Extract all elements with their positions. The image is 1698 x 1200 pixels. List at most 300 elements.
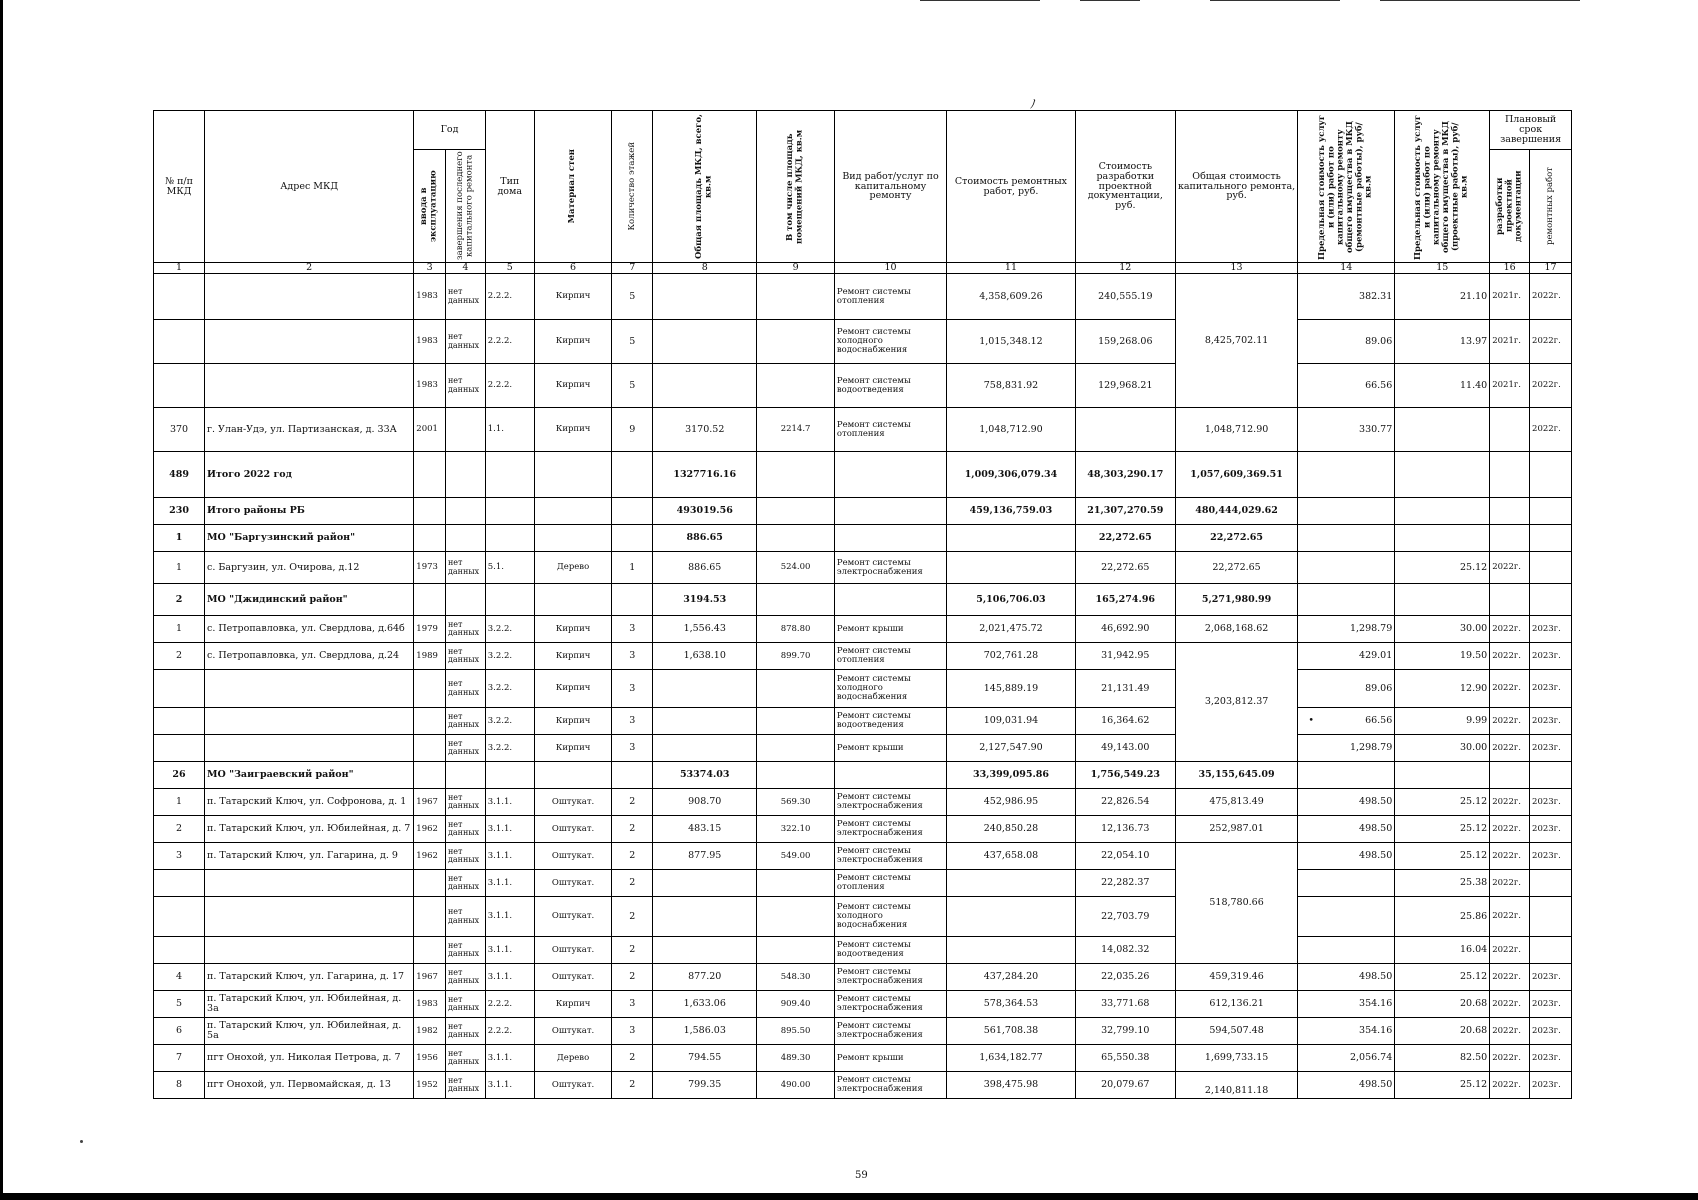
cell-design-cost: 21,131.49: [1075, 670, 1175, 708]
cell-repair-cost: 452,986.95: [947, 789, 1076, 816]
cell-wall-material: Оштукат.: [534, 1018, 612, 1045]
cell-limit-design: 82.50: [1395, 1045, 1490, 1072]
cell-premises-area: 322.10: [757, 816, 835, 843]
header-premises-area: В том числе площадь помещений МКД, кв.м: [757, 111, 835, 263]
cell-total-area: 877.95: [653, 843, 757, 870]
cell-design-cost: 65,550.38: [1075, 1045, 1175, 1072]
cell-repair-cost: 561,708.38: [947, 1018, 1076, 1045]
cell-term-repair: [1530, 937, 1572, 964]
column-number: 4: [445, 263, 485, 274]
cell-number: [154, 937, 205, 964]
cell-term-repair: 2022г.: [1530, 274, 1572, 320]
cell-total-area: [653, 897, 757, 937]
cell-limit-design: 20.68: [1395, 991, 1490, 1018]
cell-wall-material: [534, 762, 612, 789]
cell-last-repair-year: нет данных: [445, 643, 485, 670]
cell-last-repair-year: нет данных: [445, 552, 485, 584]
table-row: [154, 843, 1572, 870]
cell-commission-year: [414, 525, 446, 552]
cell-wall-material: Оштукат.: [534, 870, 612, 897]
cell-work-type: Ремонт системы электроснабжения: [834, 964, 946, 991]
column-number: 1: [154, 263, 205, 274]
cell-last-repair-year: нет данных: [445, 937, 485, 964]
cell-work-type: Ремонт крыши: [834, 1045, 946, 1072]
cell-term-repair: 2023г.: [1530, 964, 1572, 991]
cell-total-area: [653, 364, 757, 408]
cell-floors: 2: [612, 897, 653, 937]
cell-design-cost: 49,143.00: [1075, 735, 1175, 762]
cell-design-cost: 12,136.73: [1075, 816, 1175, 843]
cell-number: 1: [154, 789, 205, 816]
cell-work-type: Ремонт системы отопления: [834, 643, 946, 670]
cell-last-repair-year: нет данных: [445, 964, 485, 991]
cell-wall-material: Оштукат.: [534, 937, 612, 964]
cell-work-type: [834, 584, 946, 616]
cell-total-area: 1,556.43: [653, 616, 757, 643]
cell-total-area: 1,586.03: [653, 1018, 757, 1045]
cell-commission-year: 1983: [414, 364, 446, 408]
cell-total-area: 53374.03: [653, 762, 757, 789]
cell-address: [205, 870, 414, 897]
cell-limit-design: 20.68: [1395, 1018, 1490, 1045]
table-row: [154, 735, 1572, 762]
cell-wall-material: [534, 452, 612, 498]
cell-limit-repair: 66.56: [1298, 364, 1395, 408]
cell-address: [205, 364, 414, 408]
column-number: 6: [534, 263, 612, 274]
cell-premises-area: 548.30: [757, 964, 835, 991]
cell-address: с. Баргузин, ул. Очирова, д.12: [205, 552, 414, 584]
header-wall-material: Материал стен: [534, 111, 612, 263]
cell-design-cost: 32,799.10: [1075, 1018, 1175, 1045]
scan-dot: [80, 1140, 83, 1143]
cell-term-design: 2022г.: [1490, 789, 1530, 816]
cell-house-type: 3.1.1.: [485, 897, 534, 937]
column-number: 13: [1175, 263, 1298, 274]
table-row: [154, 1072, 1572, 1099]
cell-term-repair: [1530, 498, 1572, 525]
cell-wall-material: Оштукат.: [534, 816, 612, 843]
cell-premises-area: [757, 897, 835, 937]
cell-commission-year: 1952: [414, 1072, 446, 1099]
cell-limit-repair: 498.50: [1298, 1072, 1395, 1099]
cell-term-repair: 2023г.: [1530, 816, 1572, 843]
cell-repair-cost: [947, 870, 1076, 897]
cell-term-repair: 2023г.: [1530, 735, 1572, 762]
cell-last-repair-year: нет данных: [445, 1018, 485, 1045]
cell-repair-cost: [947, 937, 1076, 964]
cell-total-area: 3194.53: [653, 584, 757, 616]
cell-floors: 2: [612, 937, 653, 964]
column-number: 10: [834, 263, 946, 274]
cell-house-type: 3.2.2.: [485, 643, 534, 670]
table-row: [154, 670, 1572, 708]
cell-repair-cost: 437,284.20: [947, 964, 1076, 991]
cell-floors: 2: [612, 843, 653, 870]
cell-design-cost: 165,274.96: [1075, 584, 1175, 616]
cell-address: г. Улан-Удэ, ул. Партизанская, д. 33А: [205, 408, 414, 452]
cell-design-cost: 22,703.79: [1075, 897, 1175, 937]
cell-commission-year: [414, 735, 446, 762]
cell-total-area: 886.65: [653, 552, 757, 584]
cell-repair-cost: 33,399,095.86: [947, 762, 1076, 789]
cell-address: МО "Заиграевский район": [205, 762, 414, 789]
cell-number: 26: [154, 762, 205, 789]
column-number: 14: [1298, 263, 1395, 274]
cell-total-cost: 2,068,168.62: [1175, 616, 1298, 643]
cell-total-cost: 1,057,609,369.51: [1175, 452, 1298, 498]
cell-term-design: 2022г.: [1490, 816, 1530, 843]
cell-work-type: Ремонт системы электроснабжения: [834, 1072, 946, 1099]
cell-last-repair-year: нет данных: [445, 735, 485, 762]
cell-term-design: 2022г.: [1490, 870, 1530, 897]
cell-house-type: 3.1.1.: [485, 964, 534, 991]
cell-premises-area: [757, 525, 835, 552]
cell-house-type: 3.2.2.: [485, 670, 534, 708]
cell-total-cost: 459,319.46: [1175, 964, 1298, 991]
cell-last-repair-year: нет данных: [445, 816, 485, 843]
cell-total-area: 1,638.10: [653, 643, 757, 670]
cell-limit-repair: 429.01: [1298, 643, 1395, 670]
cell-total-area: [653, 735, 757, 762]
cell-limit-design: 12.90: [1395, 670, 1490, 708]
cell-repair-cost: 578,364.53: [947, 991, 1076, 1018]
cell-term-design: [1490, 408, 1530, 452]
cell-premises-area: 524.00: [757, 552, 835, 584]
cell-address: [205, 937, 414, 964]
cell-last-repair-year: [445, 452, 485, 498]
cell-commission-year: [414, 762, 446, 789]
cell-term-design: 2022г.: [1490, 843, 1530, 870]
header-term-design: разработки проектной документации: [1490, 150, 1530, 263]
cell-total-area: 493019.56: [653, 498, 757, 525]
cell-work-type: Ремонт крыши: [834, 735, 946, 762]
cell-term-repair: 2023г.: [1530, 843, 1572, 870]
table-body: [154, 274, 1572, 1099]
cell-floors: 3: [612, 670, 653, 708]
cell-address: МО "Джидинский район": [205, 584, 414, 616]
cell-commission-year: 1967: [414, 789, 446, 816]
cell-last-repair-year: [445, 584, 485, 616]
table-subtotal-row: [154, 584, 1572, 616]
cell-work-type: Ремонт системы отопления: [834, 408, 946, 452]
cell-repair-cost: 2,127,547.90: [947, 735, 1076, 762]
cell-premises-area: [757, 937, 835, 964]
cell-premises-area: 490.00: [757, 1072, 835, 1099]
scan-left-edge: [0, 0, 3, 1200]
cell-design-cost: 48,303,290.17: [1075, 452, 1175, 498]
cell-floors: [612, 498, 653, 525]
cell-term-repair: 2023г.: [1530, 670, 1572, 708]
cell-work-type: Ремонт системы водоотведения: [834, 708, 946, 735]
cell-premises-area: 899.70: [757, 643, 835, 670]
scan-mark: ﾉ: [1030, 97, 1037, 111]
cell-wall-material: Кирпич: [534, 670, 612, 708]
cell-term-design: [1490, 525, 1530, 552]
cell-wall-material: Оштукат.: [534, 897, 612, 937]
cell-term-design: 2022г.: [1490, 708, 1530, 735]
cell-total-cost: 480,444,029.62: [1175, 498, 1298, 525]
cell-floors: 5: [612, 364, 653, 408]
cell-commission-year: 1956: [414, 1045, 446, 1072]
cell-address: п. Татарский Ключ, ул. Юбилейная, д. 3а: [205, 991, 414, 1018]
cell-limit-repair: [1298, 584, 1395, 616]
cell-floors: 2: [612, 870, 653, 897]
cell-address: Итого районы РБ: [205, 498, 414, 525]
cell-limit-repair: [1298, 552, 1395, 584]
cell-total-area: [653, 870, 757, 897]
cell-design-cost: 22,282.37: [1075, 870, 1175, 897]
cell-term-repair: [1530, 584, 1572, 616]
header-limit-design: Предельная стоимость услуг и (или) работ по капитальному ремонту общего имущества в МКД (проектные работы), руб/кв.м: [1395, 111, 1490, 263]
cell-limit-repair-value: 66.56: [1365, 715, 1393, 727]
cell-term-design: [1490, 762, 1530, 789]
cell-wall-material: Кирпич: [534, 320, 612, 364]
cell-premises-area: 895.50: [757, 1018, 835, 1045]
cell-wall-material: Оштукат.: [534, 789, 612, 816]
cell-floors: 3: [612, 735, 653, 762]
cell-number: [154, 320, 205, 364]
cell-number: [154, 670, 205, 708]
cell-number: 230: [154, 498, 205, 525]
cell-commission-year: [414, 670, 446, 708]
cell-floors: 3: [612, 991, 653, 1018]
cell-floors: 3: [612, 616, 653, 643]
cell-number: 7: [154, 1045, 205, 1072]
cell-last-repair-year: нет данных: [445, 364, 485, 408]
cell-repair-cost: 1,015,348.12: [947, 320, 1076, 364]
cell-address: п. Татарский Ключ, ул. Гагарина, д. 9: [205, 843, 414, 870]
cell-last-repair-year: [445, 498, 485, 525]
cell-address: пгт Онохой, ул. Николая Петрова, д. 7: [205, 1045, 414, 1072]
cell-premises-area: [757, 670, 835, 708]
cell-term-repair: 2022г.: [1530, 320, 1572, 364]
cell-last-repair-year: нет данных: [445, 1072, 485, 1099]
cell-design-cost: 46,692.90: [1075, 616, 1175, 643]
cell-repair-cost: [947, 552, 1076, 584]
cell-number: 1: [154, 525, 205, 552]
cell-term-design: [1490, 452, 1530, 498]
cell-term-repair: 2023г.: [1530, 643, 1572, 670]
cell-wall-material: Кирпич: [534, 643, 612, 670]
column-number: 8: [653, 263, 757, 274]
cell-total-area: 483.15: [653, 816, 757, 843]
header-term-repair: ремонтных работ: [1530, 150, 1572, 263]
cell-repair-cost: 1,634,182.77: [947, 1045, 1076, 1072]
cell-design-cost: 22,054.10: [1075, 843, 1175, 870]
cell-house-type: 5.1.: [485, 552, 534, 584]
cell-design-cost: 21,307,270.59: [1075, 498, 1175, 525]
cell-work-type: Ремонт системы отопления: [834, 870, 946, 897]
cell-number: 489: [154, 452, 205, 498]
cell-design-cost: 22,272.65: [1075, 525, 1175, 552]
cell-address: [205, 735, 414, 762]
cell-last-repair-year: нет данных: [445, 897, 485, 937]
cell-house-type: 2.2.2.: [485, 364, 534, 408]
cell-premises-area: 878.80: [757, 616, 835, 643]
cell-repair-cost: 702,761.28: [947, 643, 1076, 670]
cell-repair-cost: 437,658.08: [947, 843, 1076, 870]
cell-work-type: Ремонт системы холодного водоснабжения: [834, 897, 946, 937]
table-row: [154, 708, 1572, 735]
column-number: 12: [1075, 263, 1175, 274]
cell-term-repair: [1530, 525, 1572, 552]
cell-repair-cost: 145,889.19: [947, 670, 1076, 708]
cell-limit-design: 21.10: [1395, 274, 1490, 320]
cell-wall-material: Дерево: [534, 552, 612, 584]
cell-limit-design: [1395, 408, 1490, 452]
cell-design-cost: 22,035.26: [1075, 964, 1175, 991]
cell-wall-material: Кирпич: [534, 364, 612, 408]
cell-work-type: Ремонт системы электроснабжения: [834, 843, 946, 870]
table-row: [154, 552, 1572, 584]
cell-floors: [612, 762, 653, 789]
cell-term-repair: [1530, 870, 1572, 897]
cell-term-design: 2022г.: [1490, 1018, 1530, 1045]
cell-premises-area: 909.40: [757, 991, 835, 1018]
cell-floors: 9: [612, 408, 653, 452]
cell-limit-repair: 354.16: [1298, 1018, 1395, 1045]
cell-house-type: 2.2.2.: [485, 991, 534, 1018]
cell-wall-material: [534, 525, 612, 552]
header-commission-year: ввода в эксплуатацию: [414, 150, 446, 263]
cell-address: [205, 897, 414, 937]
table-subtotal-row: [154, 452, 1572, 498]
cell-house-type: 1.1.: [485, 408, 534, 452]
cell-design-cost: 16,364.62: [1075, 708, 1175, 735]
cell-limit-design: 25.12: [1395, 1072, 1490, 1099]
cell-address: п. Татарский Ключ, ул. Гагарина, д. 17: [205, 964, 414, 991]
cell-commission-year: 1973: [414, 552, 446, 584]
header-total-cost: Общая стоимость капитального ремонта, руб.: [1175, 111, 1298, 263]
column-number: 9: [757, 263, 835, 274]
cell-term-repair: 2023г.: [1530, 616, 1572, 643]
cell-limit-repair: [1298, 870, 1395, 897]
cell-house-type: 3.1.1.: [485, 1072, 534, 1099]
cell-last-repair-year: нет данных: [445, 991, 485, 1018]
cell-commission-year: 1962: [414, 843, 446, 870]
cell-total-area: [653, 320, 757, 364]
cell-repair-cost: 1,009,306,079.34: [947, 452, 1076, 498]
cell-commission-year: 1982: [414, 1018, 446, 1045]
cell-address: п. Татарский Ключ, ул. Юбилейная, д. 7: [205, 816, 414, 843]
cell-repair-cost: 758,831.92: [947, 364, 1076, 408]
cell-address: [205, 708, 414, 735]
cell-design-cost: 22,272.65: [1075, 552, 1175, 584]
cell-address: п. Татарский Ключ, ул. Софронова, д. 1: [205, 789, 414, 816]
cell-repair-cost: 398,475.98: [947, 1072, 1076, 1099]
cell-wall-material: Кирпич: [534, 735, 612, 762]
cell-total-cost: 475,813.49: [1175, 789, 1298, 816]
cell-last-repair-year: нет данных: [445, 789, 485, 816]
cell-wall-material: Кирпич: [534, 274, 612, 320]
cell-premises-area: 569.30: [757, 789, 835, 816]
cell-total-area: [653, 708, 757, 735]
cell-number: [154, 274, 205, 320]
cell-design-cost: 22,826.54: [1075, 789, 1175, 816]
cell-limit-design: 25.86: [1395, 897, 1490, 937]
cell-premises-area: [757, 870, 835, 897]
cell-last-repair-year: [445, 525, 485, 552]
cell-commission-year: 1983: [414, 274, 446, 320]
cell-number: 2: [154, 816, 205, 843]
cell-repair-cost: 459,136,759.03: [947, 498, 1076, 525]
cell-total-cost: 1,699,733.15: [1175, 1045, 1298, 1072]
cell-work-type: [834, 498, 946, 525]
cell-design-cost: 14,082.32: [1075, 937, 1175, 964]
cell-limit-design: 30.00: [1395, 616, 1490, 643]
cell-number: 1: [154, 552, 205, 584]
table-row: [154, 789, 1572, 816]
cell-limit-repair: [1298, 937, 1395, 964]
table-subtotal-row: [154, 525, 1572, 552]
cell-commission-year: 1967: [414, 964, 446, 991]
column-number: 16: [1490, 263, 1530, 274]
cell-house-type: 3.1.1.: [485, 789, 534, 816]
cell-work-type: Ремонт системы водоотведения: [834, 937, 946, 964]
cell-limit-repair: 498.50: [1298, 816, 1395, 843]
header-repair-cost: Стоимость ремонтных работ, руб.: [947, 111, 1076, 263]
cell-floors: 3: [612, 1018, 653, 1045]
cell-wall-material: Кирпич: [534, 991, 612, 1018]
cell-total-area: 908.70: [653, 789, 757, 816]
cell-number: 5: [154, 991, 205, 1018]
cell-limit-repair: [1298, 897, 1395, 937]
cell-floors: [612, 452, 653, 498]
cell-number: 3: [154, 843, 205, 870]
cell-limit-design: 25.12: [1395, 843, 1490, 870]
cell-limit-design: 25.12: [1395, 789, 1490, 816]
cell-term-design: 2022г.: [1490, 964, 1530, 991]
cell-commission-year: [414, 897, 446, 937]
cell-floors: 2: [612, 1045, 653, 1072]
cell-term-repair: [1530, 762, 1572, 789]
cell-premises-area: 489.30: [757, 1045, 835, 1072]
cell-commission-year: [414, 708, 446, 735]
cell-term-design: 2022г.: [1490, 897, 1530, 937]
cell-wall-material: Оштукат.: [534, 843, 612, 870]
cell-term-design: 2022г.: [1490, 1045, 1530, 1072]
cell-house-type: 3.1.1.: [485, 816, 534, 843]
cell-term-repair: 2023г.: [1530, 789, 1572, 816]
cell-total-area: 799.35: [653, 1072, 757, 1099]
cell-floors: 1: [612, 552, 653, 584]
cell-number: [154, 735, 205, 762]
cell-term-design: 2022г.: [1490, 991, 1530, 1018]
cell-work-type: Ремонт системы холодного водоснабжения: [834, 670, 946, 708]
cell-design-cost: 20,079.67: [1075, 1072, 1175, 1099]
cell-last-repair-year: нет данных: [445, 870, 485, 897]
cell-limit-design: 25.12: [1395, 816, 1490, 843]
header-term-group: Плановый срок завершения: [1490, 111, 1572, 150]
cell-commission-year: 1989: [414, 643, 446, 670]
cell-limit-design: 9.99: [1395, 708, 1490, 735]
table-subtotal-row: [154, 762, 1572, 789]
cell-total-cost: 518,780.66: [1175, 843, 1298, 964]
cell-last-repair-year: нет данных: [445, 274, 485, 320]
header-design-cost: Стоимость разработки проектной документации, руб.: [1075, 111, 1175, 263]
cell-design-cost: 1,756,549.23: [1075, 762, 1175, 789]
header-house-type: Тип дома: [485, 111, 534, 263]
cell-limit-design: 25.38: [1395, 870, 1490, 897]
cell-term-design: 2021г.: [1490, 364, 1530, 408]
cell-limit-design: [1395, 584, 1490, 616]
cell-commission-year: [414, 498, 446, 525]
cell-work-type: [834, 762, 946, 789]
cell-limit-repair: 498.50: [1298, 964, 1395, 991]
cell-term-design: 2022г.: [1490, 670, 1530, 708]
cell-term-design: 2022г.: [1490, 616, 1530, 643]
